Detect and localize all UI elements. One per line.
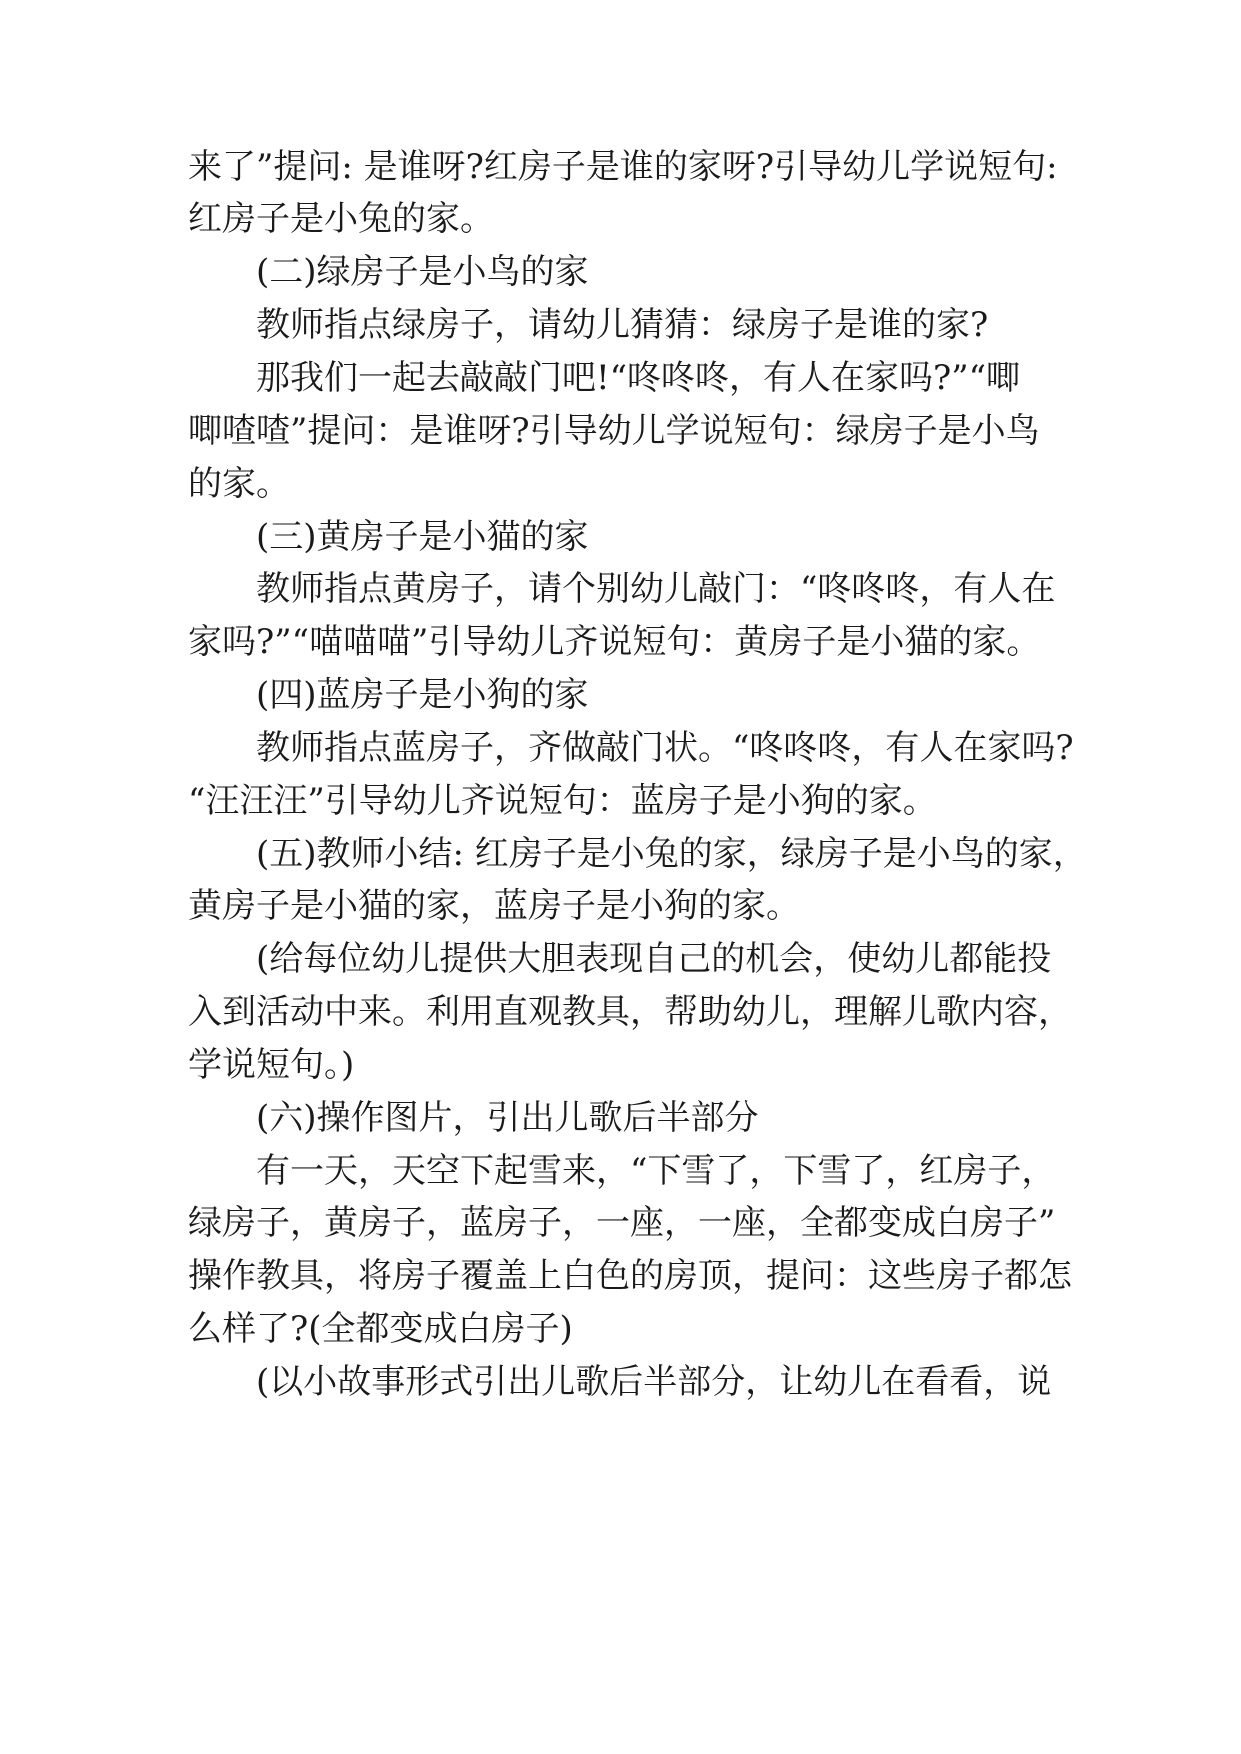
text-line: 教师指点黄房子，请个别幼儿敲门：“咚咚咚，有人在 [256, 569, 1056, 609]
text-line: 学说短句。) [188, 1045, 355, 1085]
text-line: 家吗?”“喵喵喵”引导幼儿齐说短句：黄房子是小猫的家。 [188, 622, 1041, 662]
text-line: 入到活动中来。利用直观教具，帮助幼儿，理解儿歌内容， [188, 992, 1072, 1032]
section-heading: (三)黄房子是小猫的家 [256, 517, 589, 557]
text-line: “汪汪汪”引导幼儿齐说短句：蓝房子是小狗的家。 [188, 781, 937, 821]
text-line: 那我们一起去敲敲门吧!“咚咚咚，有人在家吗?”“唧 [256, 358, 1021, 398]
section-heading: (二)绿房子是小鸟的家 [256, 252, 589, 292]
section-heading: (四)蓝房子是小狗的家 [256, 675, 589, 715]
text-line: (以小故事形式引出儿歌后半部分，让幼儿在看看，说 [256, 1362, 1052, 1402]
section-heading: (五)教师小结: 红房子是小兔的家，绿房子是小鸟的家， [256, 834, 1087, 874]
text-line: 有一天，天空下起雪来，“下雪了，下雪了，红房子， [256, 1151, 1056, 1191]
text-line: 教师指点绿房子，请幼儿猜猜：绿房子是谁的家? [256, 305, 989, 345]
text-line: 来了”提问: 是谁呀?红房子是谁的家呀?引导幼儿学说短句: [188, 147, 1058, 187]
text-line: 操作教具，将房子覆盖上白色的房顶，提问：这些房子都怎 [188, 1256, 1072, 1296]
text-line: (给每位幼儿提供大胆表现自己的机会，使幼儿都能投 [256, 939, 1052, 979]
section-heading: (六)操作图片，引出儿歌后半部分 [256, 1098, 759, 1138]
text-line: 的家。 [188, 464, 290, 504]
text-line: 黄房子是小猫的家，蓝房子是小狗的家。 [188, 886, 800, 926]
text-line: 唧喳喳”提问：是谁呀?引导幼儿学说短句：绿房子是小鸟 [188, 411, 1040, 451]
text-line: 红房子是小兔的家。 [188, 199, 494, 239]
text-line: 绿房子，黄房子，蓝房子，一座，一座，全都变成白房子” [188, 1203, 1056, 1243]
text-line: 教师指点蓝房子，齐做敲门状。“咚咚咚，有人在家吗? [256, 728, 1074, 768]
text-line: 么样了?(全都变成白房子) [188, 1309, 573, 1349]
